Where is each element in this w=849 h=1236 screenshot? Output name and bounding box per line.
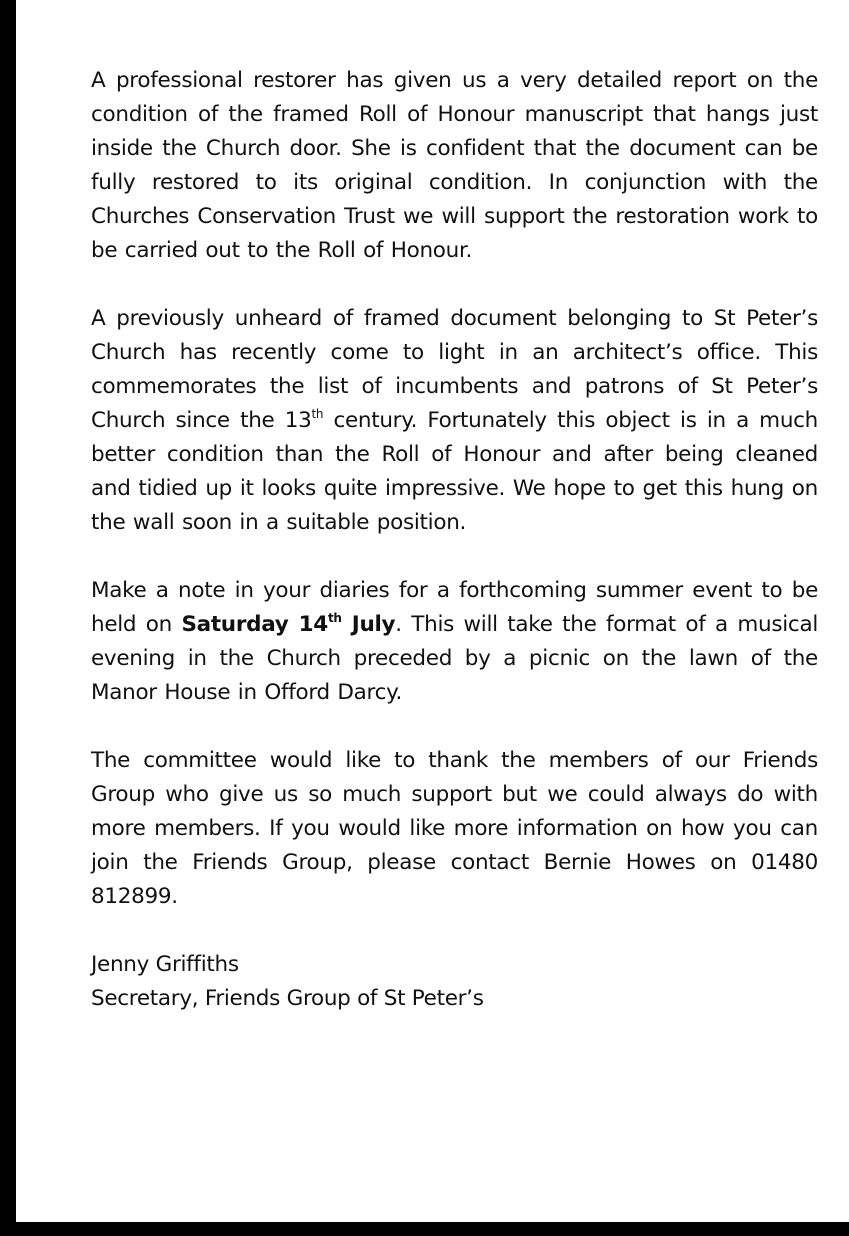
paragraph-text: century. Fortunately this object is in a much better condition than the Roll of Honour and after being cleaned and tidied up it looks quite impressive. We hope to get this hung on the wall soon in a suitable position. xyxy=(91,408,819,535)
event-date-day: Saturday 14 xyxy=(181,612,328,637)
event-date xyxy=(181,612,395,637)
paragraph-incumbents-document xyxy=(91,302,818,540)
signature-title: Secretary, Friends Group of St Peter’s xyxy=(91,986,484,1011)
paragraph-text: . This will take the format of a musical evening in the Church preceded by a picnic on the lawn of the Manor House in Offord Darcy. xyxy=(91,612,818,705)
scan-bottom-border xyxy=(0,1222,849,1236)
paragraph-summer-event xyxy=(91,574,818,710)
ordinal-suffix: th xyxy=(327,611,342,625)
newsletter-page xyxy=(91,64,818,1016)
signature-name: Jenny Griffiths xyxy=(91,952,239,977)
paragraph-text: Make a note in your diaries for a forthcoming summer event to be held on xyxy=(91,578,818,637)
event-date-month: July xyxy=(341,612,396,637)
paragraph-friends-group: The committee would like to thank the members of our Friends Group who give us so much support but we could always do with more members. If you would like more information on how you can join the Friends Group, please contact Bernie Howes on 01480 812899. xyxy=(91,748,818,909)
paragraph-text: A previously unheard of framed document belonging to St Peter’s Church has recently come to light in an architect’s office. This commemorates the list of incumbents and patrons of St Peter’s Church since the 13 xyxy=(91,306,818,433)
scan-left-border xyxy=(0,0,16,1236)
ordinal-suffix: th xyxy=(311,407,324,421)
paragraph-roll-of-honour: A professional restorer has given us a very detailed report on the condition of the framed Roll of Honour manuscript that hangs just inside the Church door. She is confident that the document can be fully restored to its original condition. In conjunction with the Churches Conservation Trust we will support the restoration work to be carried out to the Roll of Honour. xyxy=(91,68,818,263)
